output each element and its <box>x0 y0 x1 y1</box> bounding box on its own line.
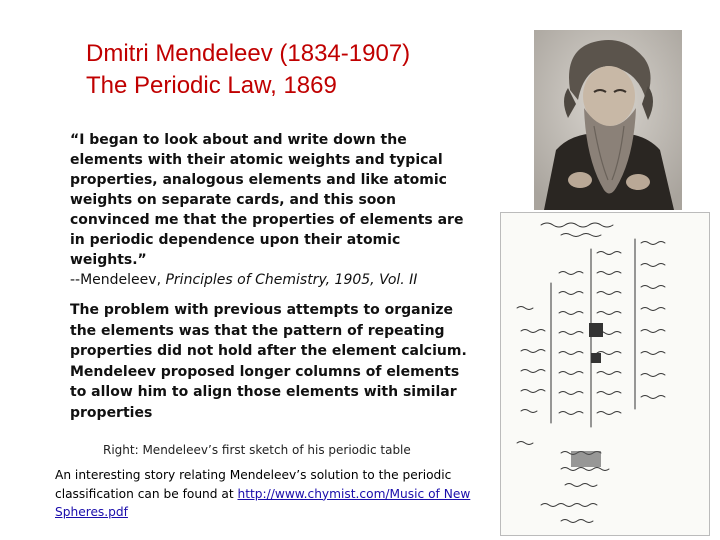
mendeleev-portrait-image <box>534 30 682 210</box>
mendeleev-quote <box>70 130 470 290</box>
sketch-caption: Right: Mendeleev’s first sketch of his periodic table <box>103 443 411 457</box>
citation-prefix: --Mendeleev, <box>70 272 166 288</box>
citation-work: Principles of Chemistry, 1905, Vol. II <box>165 272 418 288</box>
story-paragraph <box>55 466 485 522</box>
slide-title <box>86 38 506 102</box>
quote-text: “I began to look about and write down the elements with their atomic weights and typical properties, analogous elements and like atomic weights on separate cards, and this soon convinced me that the properties of elements are in periodic dependence upon their atomic weights.” <box>70 132 464 268</box>
story-link[interactable]: http://www.chymist.com/Music of New Spheres.pdf <box>55 486 471 519</box>
problem-paragraph: The problem with previous attempts to organize the elements was that the pattern of repeating properties did not hold after the element calcium. Mendeleev proposed longer columns of elements to allow him to align those elements with similar properties <box>70 302 467 421</box>
title-line-2: The Periodic Law, 1869 <box>86 72 337 99</box>
mendeleev-sketch-image <box>500 212 710 536</box>
quote-citation <box>70 272 417 288</box>
title-line-1: Dmitri Mendeleev (1834-1907) <box>86 40 411 67</box>
story-text: An interesting story relating Mendeleev’s solution to the periodic classification can be found at <box>55 468 452 501</box>
